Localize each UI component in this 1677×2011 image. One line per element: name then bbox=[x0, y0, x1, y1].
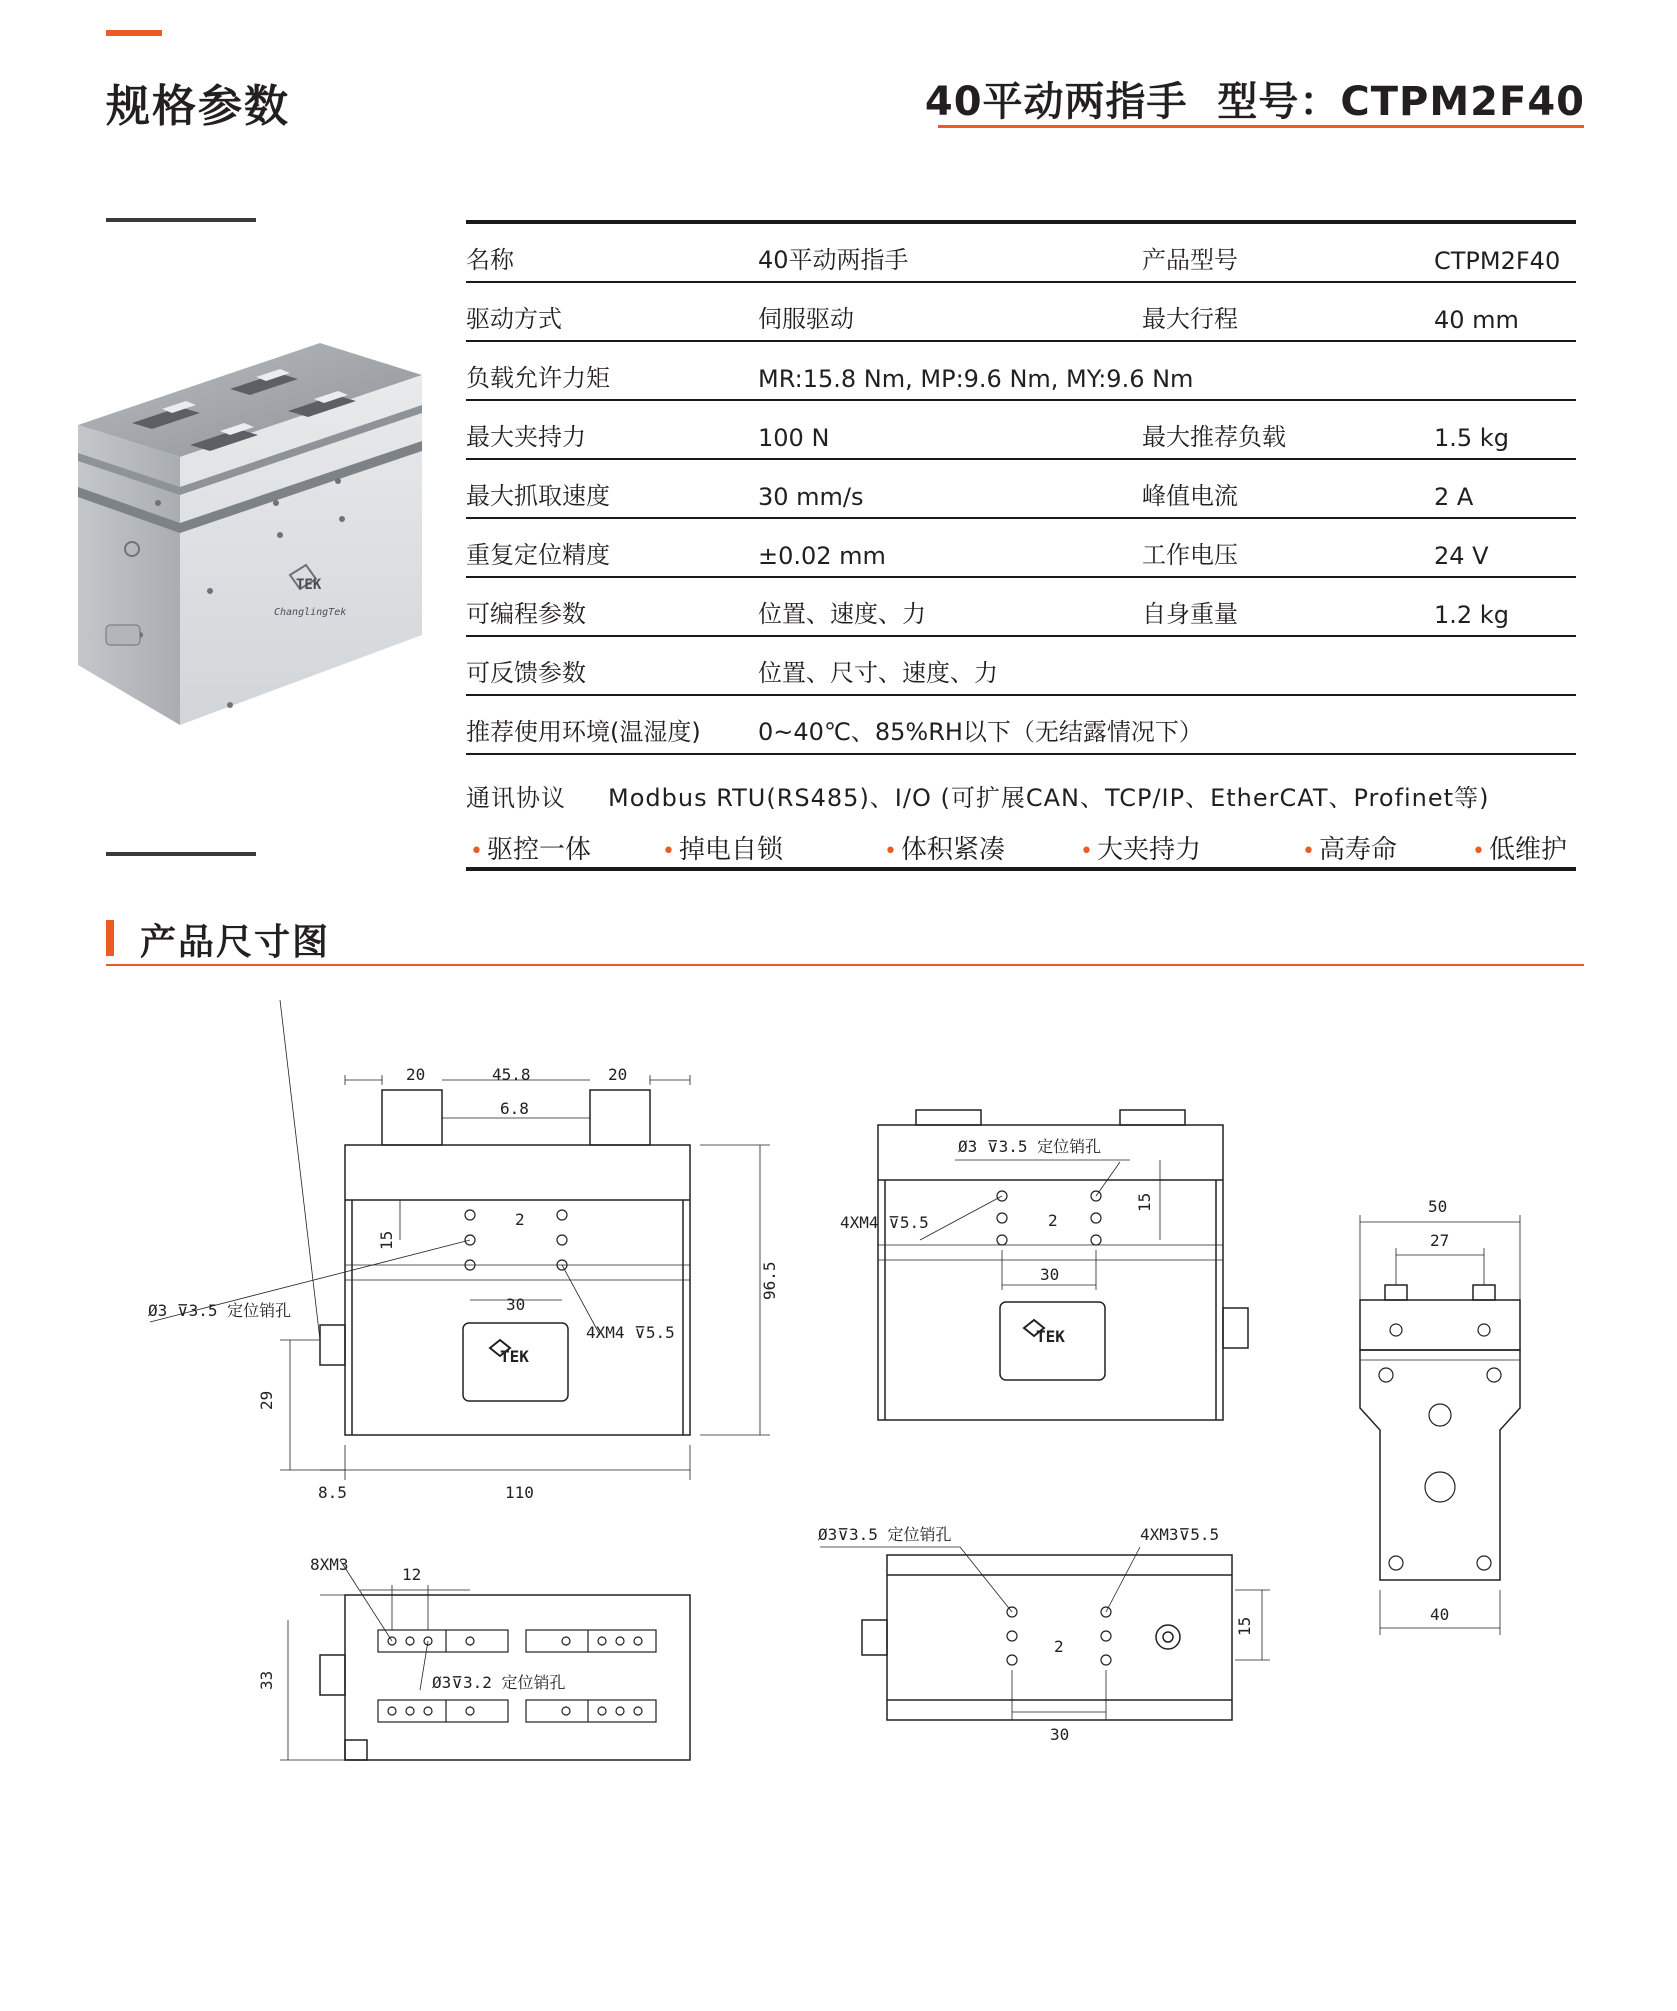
row-label: 负载允许力矩 bbox=[466, 364, 610, 392]
row-value: 0~40℃、85%RH以下（无结露情况下） bbox=[758, 718, 1203, 746]
svg-text:TEK: TEK bbox=[500, 1347, 529, 1366]
svg-text:30: 30 bbox=[1050, 1725, 1070, 1744]
row-label: 产品型号 bbox=[1142, 246, 1238, 274]
table-row bbox=[466, 696, 1576, 755]
row-label: 最大夹持力 bbox=[466, 423, 586, 451]
svg-text:15: 15 bbox=[1235, 1616, 1254, 1636]
svg-text:Ø3 ⊽3.5 定位销孔: Ø3 ⊽3.5 定位销孔 bbox=[958, 1137, 1102, 1156]
svg-text:8.5: 8.5 bbox=[318, 1483, 347, 1502]
row-label: 峰值电流 bbox=[1142, 482, 1238, 510]
row-label: 最大行程 bbox=[1142, 305, 1238, 333]
table-row bbox=[466, 460, 1576, 519]
feature-item: • 高寿命 bbox=[1302, 835, 1397, 865]
svg-text:2: 2 bbox=[1048, 1211, 1058, 1230]
table-row bbox=[466, 401, 1576, 460]
svg-text:45.8: 45.8 bbox=[492, 1065, 531, 1084]
svg-text:20: 20 bbox=[608, 1065, 628, 1084]
spec-table bbox=[466, 220, 1576, 871]
table-row bbox=[466, 224, 1576, 283]
row-value: 伺服驱动 bbox=[758, 305, 854, 333]
row-label: 可反馈参数 bbox=[466, 659, 586, 687]
dimension-section-title: 产品尺寸图 bbox=[140, 922, 331, 963]
model-title: 40平动两指手 型号：CTPM2F40 bbox=[924, 79, 1585, 125]
end-view bbox=[1360, 1197, 1520, 1635]
row-label: 可编程参数 bbox=[466, 600, 586, 628]
row-label: 驱动方式 bbox=[466, 305, 562, 333]
svg-text:TEK: TEK bbox=[1036, 1327, 1065, 1346]
front-view bbox=[148, 1000, 779, 1502]
svg-text:33: 33 bbox=[257, 1670, 276, 1690]
row-label: 推荐使用环境(温湿度) bbox=[466, 718, 701, 746]
svg-text:50: 50 bbox=[1428, 1197, 1448, 1216]
table-row bbox=[466, 283, 1576, 342]
section-title: 规格参数 bbox=[106, 81, 290, 132]
product-image bbox=[70, 335, 430, 735]
row-value: MR:15.8 Nm, MP:9.6 Nm, MY:9.6 Nm bbox=[758, 365, 1194, 393]
svg-text:15: 15 bbox=[377, 1230, 396, 1250]
svg-text:2: 2 bbox=[515, 1210, 525, 1229]
protocol-label: 通讯协议 bbox=[466, 784, 566, 812]
connector bbox=[106, 625, 140, 645]
svg-text:4XM4 ⊽5.5: 4XM4 ⊽5.5 bbox=[586, 1323, 675, 1342]
feature-item: • 体积紧凑 bbox=[884, 835, 1005, 865]
divider-top bbox=[106, 218, 256, 222]
row-value: 30 mm/s bbox=[758, 483, 864, 511]
side-view bbox=[840, 1110, 1248, 1420]
top-view bbox=[257, 1555, 690, 1760]
dim-accent-bar bbox=[106, 920, 114, 956]
svg-text:40: 40 bbox=[1430, 1605, 1450, 1624]
bottom-view bbox=[818, 1525, 1270, 1744]
row-value: 1.2 kg bbox=[1434, 601, 1509, 629]
feature-item: • 大夹持力 bbox=[1080, 835, 1201, 865]
feature-item: • 低维护 bbox=[1472, 835, 1567, 865]
svg-text:8XM3: 8XM3 bbox=[310, 1555, 349, 1574]
model-underline bbox=[938, 125, 1584, 128]
svg-text:110: 110 bbox=[505, 1483, 534, 1502]
svg-text:30: 30 bbox=[1040, 1265, 1060, 1284]
svg-text:6.8: 6.8 bbox=[500, 1099, 529, 1118]
feature-item: • 驱控一体 bbox=[470, 835, 591, 865]
row-label: 工作电压 bbox=[1142, 541, 1238, 569]
svg-text:Ø3⊽3.5 定位销孔: Ø3⊽3.5 定位销孔 bbox=[818, 1525, 952, 1544]
row-value: 位置、尺寸、速度、力 bbox=[758, 659, 998, 687]
svg-text:20: 20 bbox=[406, 1065, 426, 1084]
svg-text:29: 29 bbox=[257, 1390, 276, 1410]
row-value: 位置、速度、力 bbox=[758, 600, 926, 628]
table-row bbox=[466, 519, 1576, 578]
svg-text:4XM4 ⊽5.5: 4XM4 ⊽5.5 bbox=[840, 1213, 929, 1232]
svg-text:2: 2 bbox=[1054, 1637, 1064, 1656]
row-value: CTPM2F40 bbox=[1434, 247, 1561, 275]
table-row bbox=[466, 637, 1576, 696]
svg-text:TEK: TEK bbox=[296, 577, 322, 593]
protocol-value: Modbus RTU(RS485)、I/O (可扩展CAN、TCP/IP、EtherCAT、Profinet等) bbox=[608, 784, 1490, 812]
svg-text:30: 30 bbox=[506, 1295, 526, 1314]
dim-height: 96.5 bbox=[760, 1261, 779, 1300]
svg-text:ChanglingTek: ChanglingTek bbox=[274, 607, 347, 618]
dim-rule bbox=[106, 964, 1584, 966]
feature-item: • 掉电自锁 bbox=[662, 835, 783, 865]
svg-text:27: 27 bbox=[1430, 1231, 1450, 1250]
svg-text:15: 15 bbox=[1135, 1192, 1154, 1212]
row-value: 40 mm bbox=[1434, 306, 1519, 334]
row-value: 100 N bbox=[758, 424, 830, 452]
row-value: 24 V bbox=[1434, 542, 1489, 570]
row-label: 重复定位精度 bbox=[466, 541, 610, 569]
svg-text:4XM3⊽5.5: 4XM3⊽5.5 bbox=[1140, 1525, 1220, 1544]
svg-text:12: 12 bbox=[402, 1565, 422, 1584]
table-row bbox=[466, 578, 1576, 637]
row-value: 2 A bbox=[1434, 483, 1474, 511]
table-row bbox=[466, 342, 1576, 401]
row-value: 1.5 kg bbox=[1434, 424, 1509, 452]
technical-drawings bbox=[0, 1000, 1677, 1820]
svg-text:Ø3⊽3.2 定位销孔: Ø3⊽3.2 定位销孔 bbox=[432, 1673, 566, 1692]
row-label: 最大推荐负载 bbox=[1142, 423, 1286, 451]
svg-text:Ø3 ⊽3.5 定位销孔: Ø3 ⊽3.5 定位销孔 bbox=[148, 1301, 292, 1320]
row-value: ±0.02 mm bbox=[758, 542, 886, 570]
row-value: 40平动两指手 bbox=[758, 246, 909, 274]
accent-bar bbox=[106, 30, 162, 36]
row-label: 名称 bbox=[466, 246, 514, 274]
divider-bottom bbox=[106, 852, 256, 856]
row-label: 自身重量 bbox=[1142, 600, 1238, 628]
row-label: 最大抓取速度 bbox=[466, 482, 610, 510]
table-row bbox=[466, 755, 1576, 819]
feature-list bbox=[466, 819, 1576, 871]
